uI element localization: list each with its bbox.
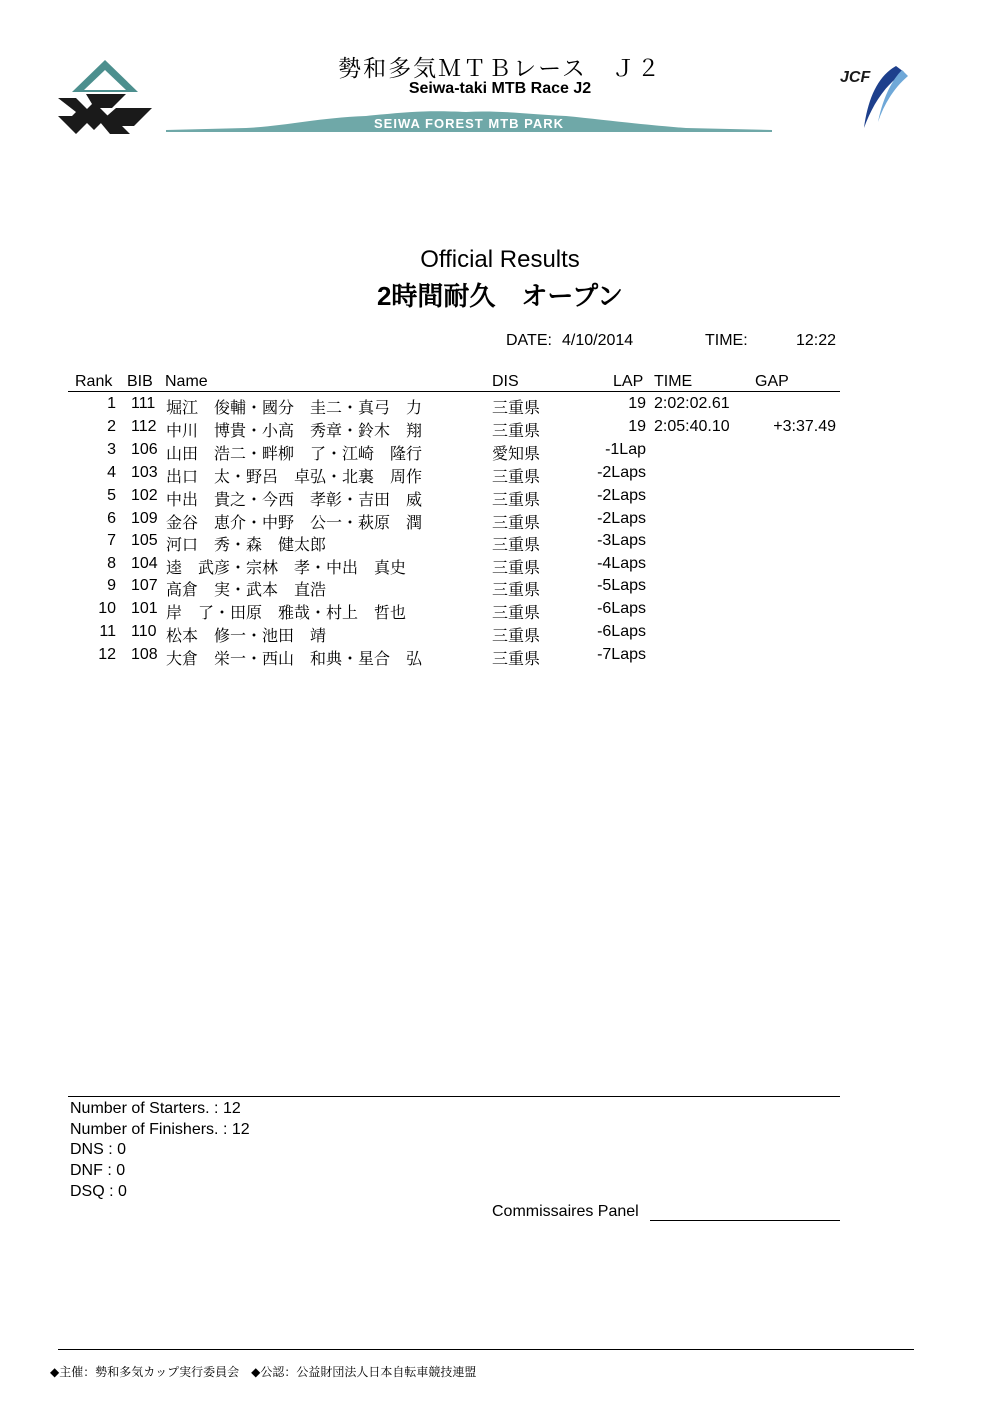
header-divider: [68, 391, 840, 392]
column-header-gap: GAP: [755, 373, 789, 390]
table-row: [0, 510, 992, 532]
table-row: [0, 464, 992, 486]
rank-cell: 5: [107, 487, 116, 504]
rank-cell: 8: [107, 555, 116, 572]
lap-cell: -6Laps: [597, 623, 646, 640]
lap-cell: -4Laps: [597, 555, 646, 572]
table-row: [0, 555, 992, 577]
lap-cell: -2Laps: [597, 464, 646, 481]
table-row: [0, 395, 992, 417]
bib-cell: 109: [131, 510, 158, 527]
footer-divider: [58, 1349, 914, 1350]
name-cell: 堀江 俊輔・國分 圭二・真弓 力: [166, 400, 423, 417]
dis-cell: 三重県: [492, 537, 541, 554]
lap-cell: -7Laps: [597, 646, 646, 663]
race-category: 2時間耐久 オープン: [376, 281, 624, 311]
finishers-count: Number of Finishers. : 12: [70, 1121, 250, 1138]
dis-cell: 三重県: [492, 651, 541, 668]
date-label: DATE:: [506, 332, 552, 349]
table-row: [0, 418, 992, 440]
column-header-bib: BIB: [127, 373, 153, 390]
column-header-name: Name: [165, 373, 208, 390]
summary-divider: [68, 1096, 840, 1097]
name-cell: 岸 了・田原 雅哉・村上 哲也: [166, 605, 407, 622]
column-header-lap: LAP: [613, 373, 644, 390]
lap-cell: -1Lap: [605, 441, 646, 458]
bib-cell: 104: [131, 555, 158, 572]
name-cell: 金谷 恵介・中野 公一・萩原 潤: [166, 515, 423, 532]
name-cell: 河口 秀・森 健太郎: [166, 537, 327, 554]
dns-count: DNS : 0: [70, 1141, 127, 1158]
lap-cell: 19: [628, 395, 646, 412]
column-header-time: TIME: [654, 373, 693, 390]
bib-cell: 108: [131, 646, 158, 663]
event-title-japanese: 勢和多気ＭＴＢレース Ｊ２: [338, 55, 662, 81]
bib-cell: 103: [131, 464, 158, 481]
table-row: [0, 441, 992, 463]
table-row: [0, 487, 992, 509]
bib-cell: 111: [131, 395, 156, 412]
bib-cell: 106: [131, 441, 158, 458]
banner-text: SEIWA FOREST MTB PARK: [374, 116, 564, 131]
date-value: 4/10/2014: [562, 332, 634, 349]
rank-cell: 7: [107, 532, 116, 549]
event-title-english: Seiwa-taki MTB Race J2: [408, 80, 592, 97]
bib-cell: 101: [131, 600, 158, 617]
dis-cell: 三重県: [492, 605, 541, 622]
time-label: TIME:: [705, 332, 748, 349]
rank-cell: 1: [107, 395, 116, 412]
time-cell: 2:05:40.10: [654, 418, 730, 435]
rank-cell: 12: [98, 646, 116, 663]
dis-cell: 三重県: [492, 515, 541, 532]
dnf-count: DNF : 0: [70, 1162, 126, 1179]
dis-cell: 三重県: [492, 400, 541, 417]
lap-cell: -2Laps: [597, 487, 646, 504]
rank-cell: 11: [99, 623, 116, 640]
lap-cell: -5Laps: [597, 577, 646, 594]
dis-cell: 三重県: [492, 628, 541, 645]
jcf-logo-text: JCF: [840, 69, 871, 86]
name-cell: 大倉 栄一・西山 和典・星合 弘: [166, 651, 423, 668]
lap-cell: 19: [628, 418, 646, 435]
footer-organizer-note: ◆主催：勢和多気カップ実行委員会 ◆公認：公益財団法人日本自転車競技連盟: [50, 1365, 477, 1379]
table-row: [0, 532, 992, 554]
gap-cell: +3:37.49: [773, 418, 836, 435]
column-header-dis: DIS: [492, 373, 519, 390]
dsq-count: DSQ : 0: [70, 1183, 127, 1200]
name-cell: 中出 貴之・今西 孝彰・吉田 威: [166, 492, 423, 509]
name-cell: 出口 太・野呂 卓弘・北裏 周作: [166, 469, 423, 486]
column-header-rank: Rank: [75, 373, 113, 390]
document-title: Official Results: [420, 246, 580, 273]
name-cell: 山田 浩二・畔柳 了・江崎 隆行: [166, 446, 423, 463]
bib-cell: 102: [131, 487, 158, 504]
bib-cell: 105: [131, 532, 158, 549]
rank-cell: 6: [107, 510, 116, 527]
rank-cell: 3: [107, 441, 116, 458]
name-cell: 逵 武彦・宗林 孝・中出 真史: [166, 560, 407, 577]
dis-cell: 三重県: [492, 560, 541, 577]
bib-cell: 107: [131, 577, 158, 594]
dis-cell: 三重県: [492, 469, 541, 486]
table-row: [0, 600, 992, 622]
jcf-logo: [838, 62, 910, 130]
seiwa-forest-logo: [56, 58, 154, 136]
table-row: [0, 623, 992, 645]
table-row: [0, 577, 992, 599]
dis-cell: 愛知県: [492, 446, 541, 463]
name-cell: 高倉 実・武本 直浩: [166, 582, 327, 599]
rank-cell: 2: [107, 418, 116, 435]
time-value: 12:22: [795, 332, 836, 349]
signature-line: [650, 1220, 840, 1221]
dis-cell: 三重県: [492, 582, 541, 599]
name-cell: 中川 博貴・小高 秀章・鈴木 翔: [166, 423, 423, 440]
starters-count: Number of Starters. : 12: [70, 1100, 241, 1117]
bib-cell: 112: [131, 418, 157, 435]
rank-cell: 9: [107, 577, 116, 594]
lap-cell: -6Laps: [597, 600, 646, 617]
rank-cell: 10: [98, 600, 116, 617]
commissaires-panel-label: Commissaires Panel: [492, 1203, 639, 1220]
dis-cell: 三重県: [492, 423, 541, 440]
table-row: [0, 646, 992, 668]
time-cell: 2:02:02.61: [654, 395, 730, 412]
name-cell: 松本 修一・池田 靖: [166, 628, 327, 645]
seiwa-forest-banner: [166, 108, 772, 134]
rank-cell: 4: [107, 464, 116, 481]
dis-cell: 三重県: [492, 492, 541, 509]
lap-cell: -2Laps: [597, 510, 646, 527]
bib-cell: 110: [131, 623, 157, 640]
lap-cell: -3Laps: [597, 532, 646, 549]
